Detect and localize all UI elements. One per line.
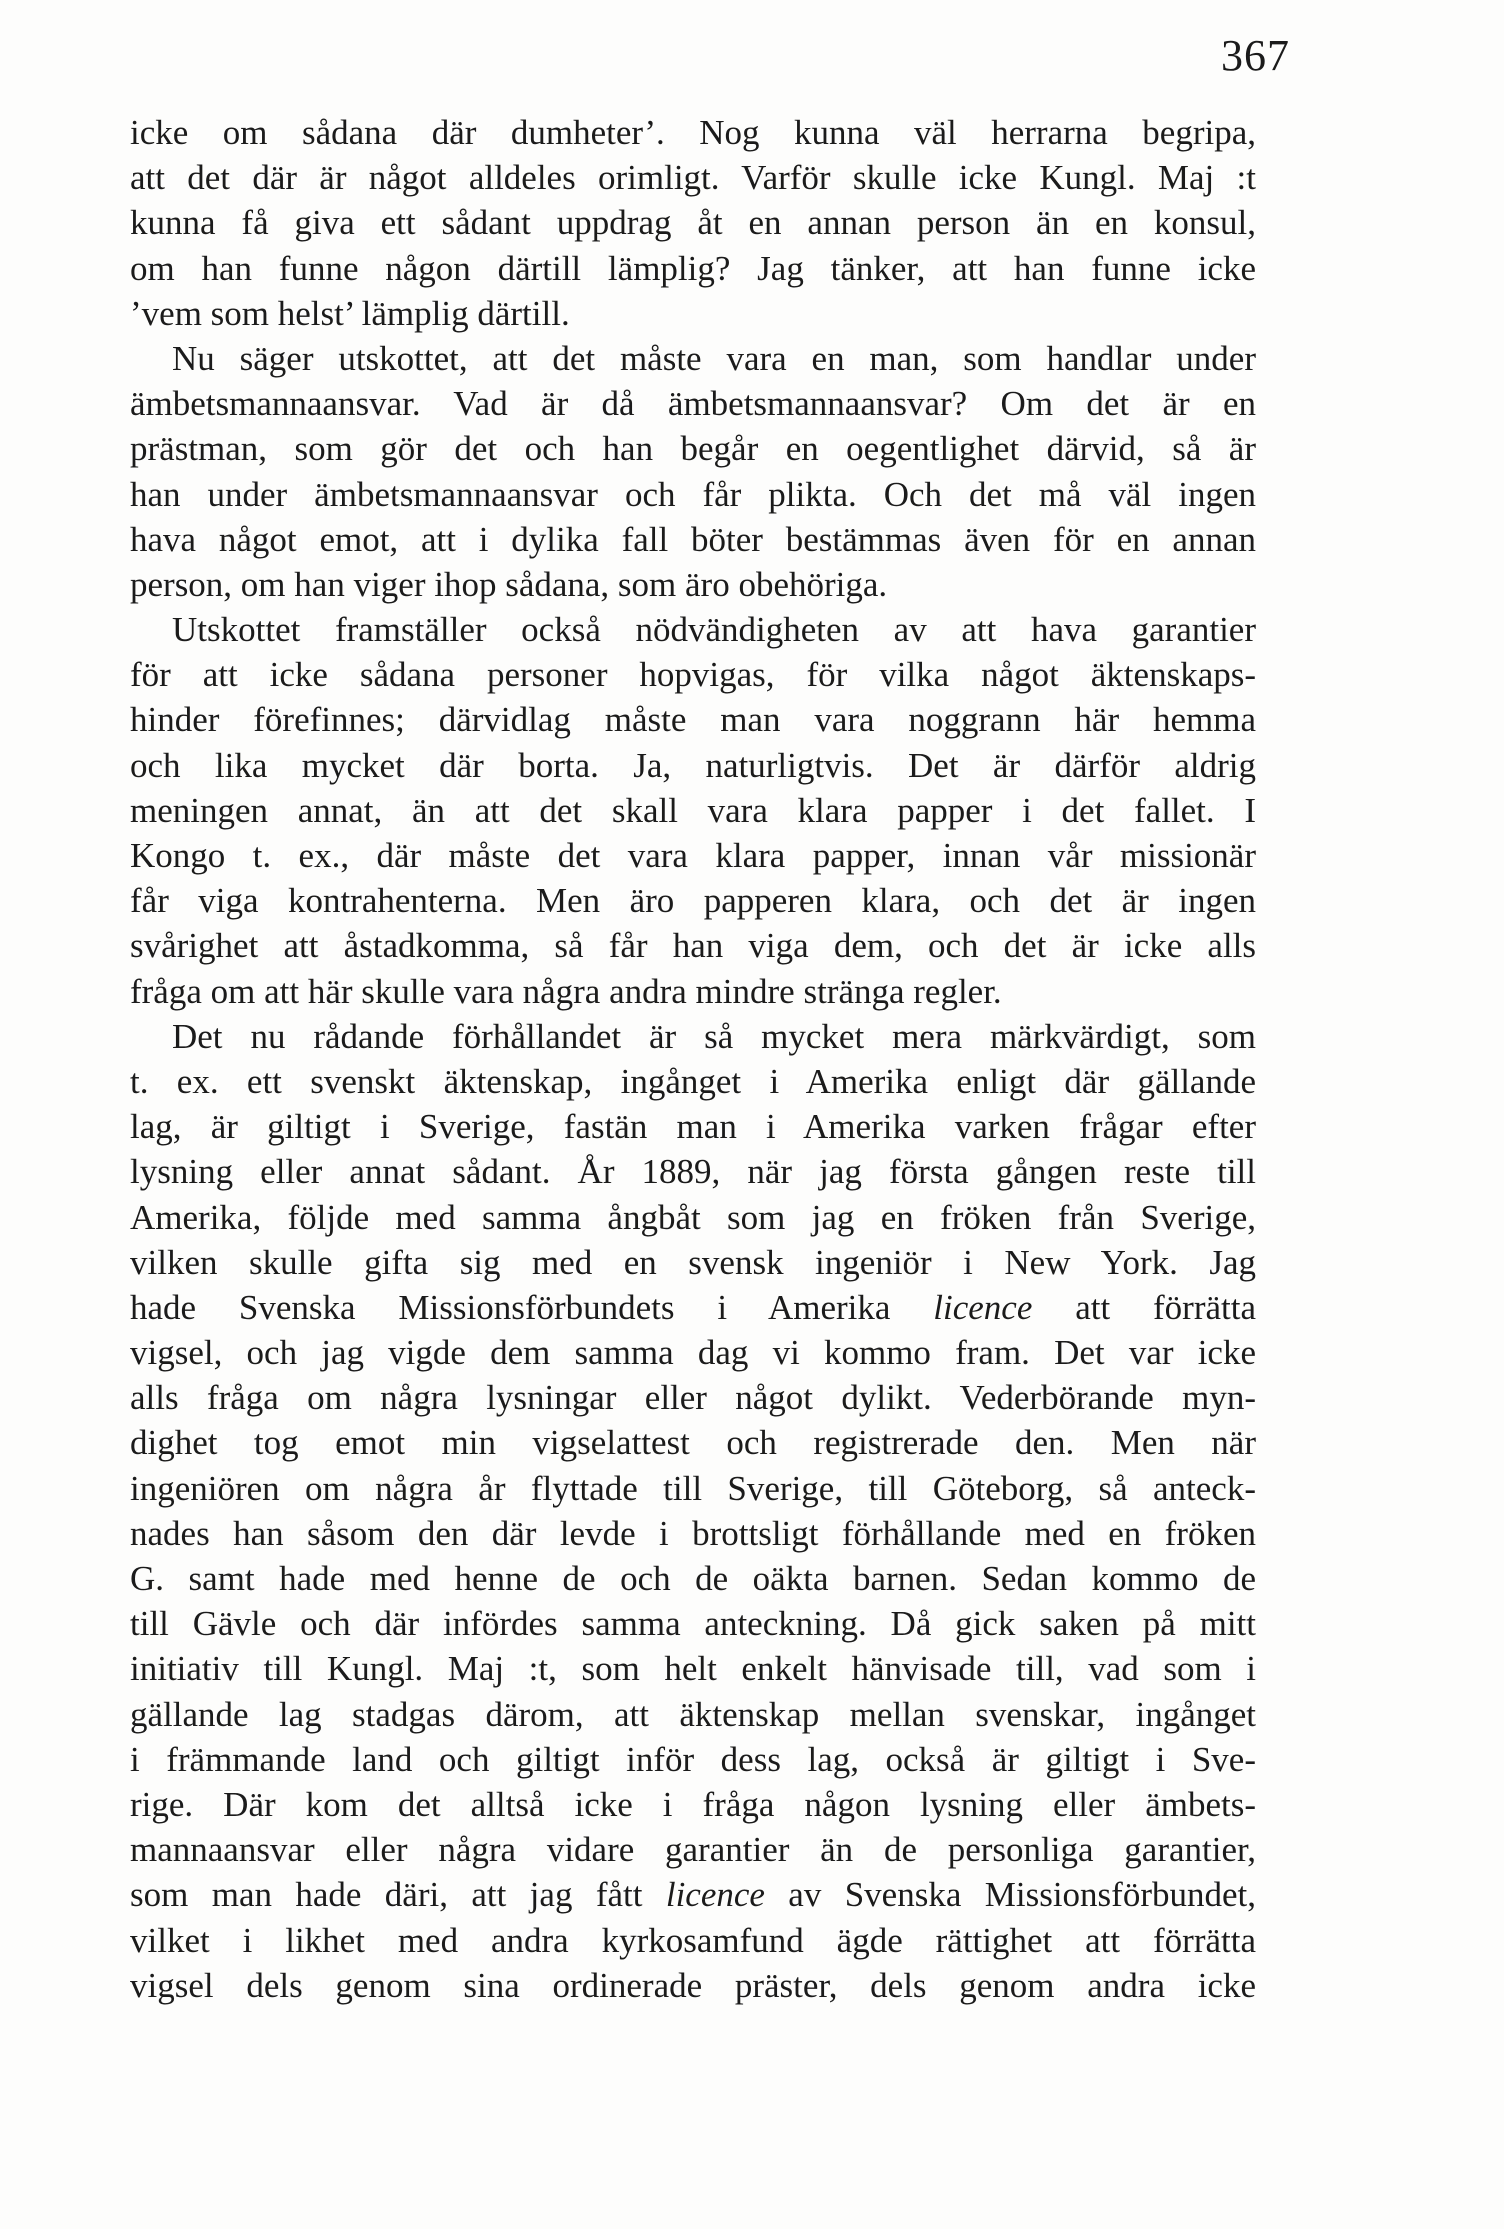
line-text: för att icke sådana personer hopvigas, för vilka något äktenskaps- [130, 655, 1256, 695]
line-text: vilken skulle gifta sig med en svensk ingeniör i New York. Jag [130, 1242, 1256, 1282]
line-text: Kongo t. ex., där måste det vara klara papper, innan vår missionär [130, 836, 1256, 875]
text-line [130, 291, 1256, 336]
text-line [130, 652, 1256, 697]
text-line [130, 788, 1256, 833]
text-line [130, 878, 1256, 923]
line-text: icke om sådana där dumheter’. Nog kunna väl herrarna begripa, [130, 113, 1256, 152]
text-line [130, 923, 1256, 968]
text-line [130, 1737, 1256, 1782]
line-text: lysning eller annat sådant. År 1889, när jag första gången reste till [130, 1152, 1256, 1192]
line-text: att det där är något alldeles orimligt. Varför skulle icke Kungl. Maj :t [130, 158, 1256, 198]
line-text: får viga kontrahenterna. Men äro papperen klara, och det är ingen [130, 881, 1256, 921]
text-line [130, 246, 1256, 291]
line-text: t. ex. ett svenskt äktenskap, ingånget i Amerika enligt där gällande [130, 1061, 1256, 1101]
line-text: som man hade däri, att jag fått [130, 1875, 666, 1915]
line-text: hade Svenska Missionsförbundets i Amerika [130, 1287, 934, 1327]
text-line [130, 1827, 1256, 1872]
text-line [130, 743, 1256, 788]
text-line [130, 969, 1256, 1014]
text-line [130, 1601, 1256, 1646]
line-text: rige. Där kom det alltså icke i fråga någon lysning eller ämbets- [130, 1784, 1256, 1824]
body-text [130, 110, 1256, 2008]
text-line [130, 1014, 1256, 1059]
text-line [130, 336, 1256, 381]
line-text: vilket i likhet med andra kyrkosamfund ägde rättighet att förrätta [130, 1920, 1256, 1960]
line-text: hinder förefinnes; därvidlag måste man vara noggrann här hemma [130, 700, 1256, 740]
text-line [130, 1692, 1256, 1737]
text-line [130, 607, 1256, 652]
line-text: lag, är giltigt i Sverige, fastän man i Amerika varken frågar efter [130, 1107, 1256, 1147]
line-text: om han funne någon därtill lämplig? Jag tänker, att han funne icke [130, 248, 1256, 288]
line-text: person, om han viger ihop sådana, som äro obehöriga. [130, 564, 888, 604]
page-number: 367 [1221, 31, 1290, 80]
line-text: meningen annat, än att det skall vara klara papper i det fallet. I [130, 790, 1256, 830]
line-text: han under ämbetsmannaansvar och får plikta. Och det må väl ingen [130, 474, 1256, 514]
text-line [130, 1375, 1256, 1420]
line-text: Det nu rådande förhållandet är så mycket mera märkvärdigt, som [172, 1016, 1256, 1056]
text-line [130, 562, 1256, 607]
text-line [130, 697, 1256, 742]
line-text: alls fråga om några lysningar eller något dylikt. Vederbörande myn- [130, 1378, 1256, 1418]
line-text: och lika mycket där borta. Ja, naturligtvis. Det är därför aldrig [130, 745, 1256, 785]
line-text: G. samt hade med henne de och de oäkta barnen. Sedan kommo de [130, 1559, 1256, 1598]
line-text: att förrätta [1032, 1287, 1256, 1327]
line-text: hava något emot, att i dylika fall böter bestämmas även för en annan [130, 519, 1256, 559]
text-line [130, 1872, 1256, 1917]
line-text: av Svenska Missionsförbundet, [764, 1875, 1256, 1915]
line-text: Amerika, följde med samma ångbåt som jag en fröken från Sverige, [130, 1197, 1256, 1237]
line-text: vigsel, och jag vigde dem samma dag vi kommo fram. Det var icke [130, 1333, 1256, 1373]
line-text: mannaansvar eller några vidare garantier än de personliga garantier, [130, 1830, 1256, 1870]
line-text: vigsel dels genom sina ordinerade präster, dels genom andra icke [130, 1965, 1256, 2005]
text-line [130, 1149, 1256, 1194]
line-text: gällande lag stadgas därom, att äktenskap mellan svenskar, ingånget [130, 1694, 1256, 1734]
text-line [130, 1195, 1256, 1240]
text-line [130, 833, 1256, 878]
text-line [130, 1285, 1256, 1330]
text-line [130, 1330, 1256, 1375]
line-text: i främmande land och giltigt inför dess lag, också är giltigt i Sve- [130, 1739, 1256, 1779]
text-line [130, 1918, 1256, 1963]
text-line [130, 1104, 1256, 1149]
text-line [130, 1420, 1256, 1465]
text-line [130, 110, 1256, 155]
italic-word: licence [933, 1287, 1033, 1327]
line-text: Nu säger utskottet, att det måste vara en man, som handlar under [172, 338, 1256, 378]
text-line [130, 1782, 1256, 1827]
text-line [130, 1466, 1256, 1511]
line-text: prästman, som gör det och han begår en oegentlighet därvid, så är [130, 429, 1256, 469]
line-text: svårighet att åstadkomma, så får han viga dem, och det är icke alls [130, 926, 1256, 966]
text-line [130, 472, 1256, 517]
line-text: ’vem som helst’ lämplig därtill. [130, 293, 570, 333]
text-line [130, 381, 1256, 426]
line-text: kunna få giva ett sådant uppdrag åt en annan person än en konsul, [130, 203, 1256, 243]
text-line [130, 1059, 1256, 1104]
line-text: initiativ till Kungl. Maj :t, som helt enkelt hänvisade till, vad som i [130, 1649, 1256, 1689]
line-text: ingeniören om några år flyttade till Sverige, till Göteborg, så anteck- [130, 1468, 1256, 1508]
text-line [130, 1240, 1256, 1285]
text-line [130, 1511, 1256, 1556]
line-text: Utskottet framställer också nödvändigheten av att hava garantier [172, 610, 1256, 650]
text-line [130, 426, 1256, 471]
text-line [130, 200, 1256, 245]
text-line [130, 155, 1256, 200]
text-line [130, 1963, 1256, 2008]
text-line [130, 517, 1256, 562]
line-text: fråga om att här skulle vara några andra mindre stränga regler. [130, 971, 1002, 1011]
italic-word: licence [665, 1875, 765, 1915]
line-text: dighet tog emot min vigselattest och registrerade den. Men när [130, 1423, 1256, 1463]
line-text: nades han såsom den där levde i brottsligt förhållande med en fröken [130, 1513, 1256, 1553]
line-text: till Gävle och där infördes samma anteckning. Då gick saken på mitt [130, 1604, 1256, 1644]
line-text: ämbetsmannaansvar. Vad är då ämbetsmannaansvar? Om det är en [130, 384, 1256, 424]
text-line [130, 1556, 1256, 1601]
text-line [130, 1646, 1256, 1691]
